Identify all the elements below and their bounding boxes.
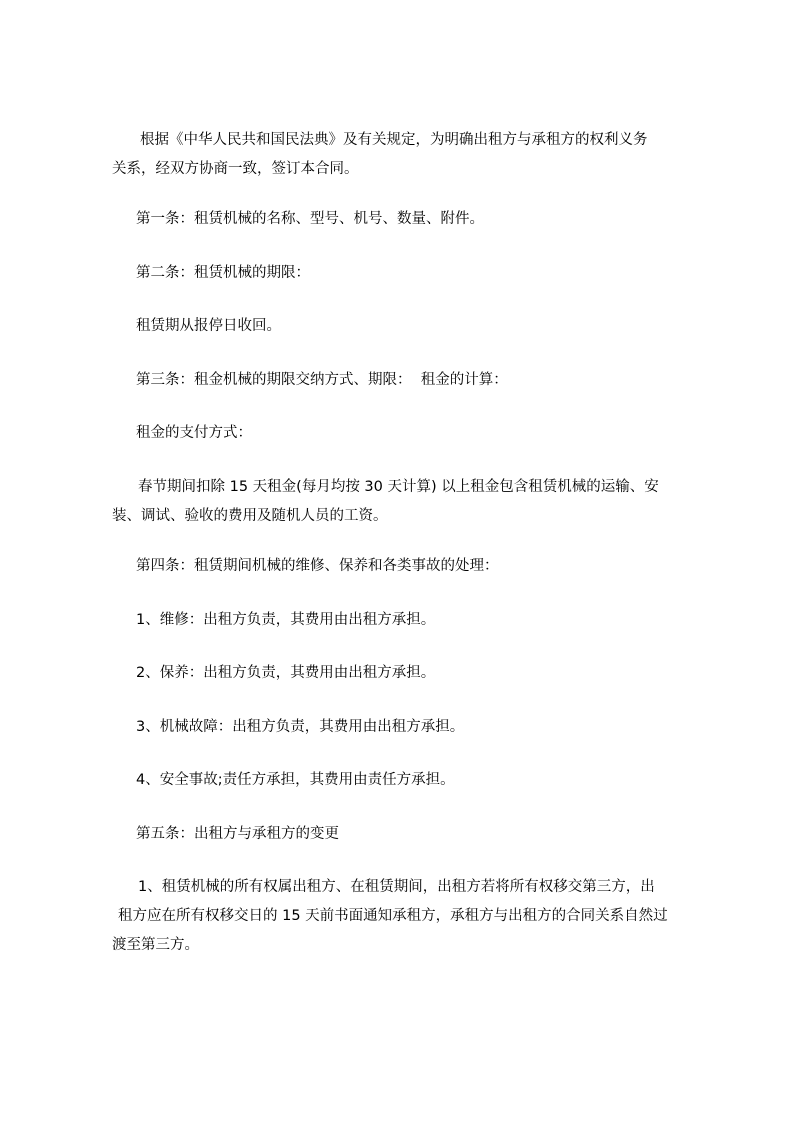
article-5-text: 第五条：出租方与承租方的变更	[136, 826, 339, 842]
item-4-3-text: 3、机械故障：出租方负责，其费用由出租方承担。	[136, 719, 465, 735]
article-4-paragraph	[112, 552, 712, 581]
article-3-paragraph	[112, 366, 712, 395]
item-5-1-line-1: 1、租赁机械的所有权属出租方、在租赁期间，出租方若将所有权移交第三方，出	[138, 879, 655, 895]
lease-period-text: 租赁期从报停日收回。	[136, 318, 281, 334]
lease-period-paragraph	[112, 312, 712, 341]
article-3-text: 第三条：租金机械的期限交纳方式、期限： 租金的计算：	[136, 372, 508, 388]
article-1-text: 第一条：租赁机械的名称、型号、机号、数量、附件。	[136, 211, 484, 227]
article-2-text: 第二条：租赁机械的期限：	[136, 265, 310, 281]
article-4-text: 第四条：租赁期间机械的维修、保养和各类事故的处理：	[136, 558, 499, 574]
payment-method-paragraph	[112, 419, 712, 448]
item-4-4-paragraph	[112, 766, 712, 795]
item-4-3-paragraph	[112, 713, 712, 742]
article-1-paragraph	[112, 205, 712, 234]
item-4-1-text: 1、维修：出租方负责，其费用由出租方承担。	[136, 612, 436, 628]
article-5-paragraph	[112, 820, 712, 849]
spring-festival-paragraph	[112, 473, 712, 531]
item-4-2-paragraph	[112, 659, 712, 688]
item-4-4-text: 4、安全事故;责任方承担，其费用由责任方承担。	[136, 772, 455, 788]
spring-festival-line-2: 装、调试、验收的费用及随机人员的工资。	[112, 508, 388, 524]
payment-method-text: 租金的支付方式：	[136, 425, 252, 441]
item-4-2-text: 2、保养：出租方负责，其费用由出租方承担。	[136, 665, 436, 681]
item-5-1-paragraph	[112, 873, 712, 960]
preamble-paragraph	[112, 126, 712, 184]
spring-festival-line-1: 春节期间扣除 15 天租金(每月均按 30 天计算) 以上租金包含租赁机械的运输、安	[138, 479, 659, 495]
article-2-paragraph	[112, 259, 712, 288]
preamble-line-2: 关系，经双方协商一致，签订本合同。	[112, 161, 359, 177]
item-5-1-line-3: 渡至第三方。	[112, 937, 199, 953]
item-5-1-line-2: 租方应在所有权移交日的 15 天前书面通知承租方，承租方与出租方的合同关系自然过	[118, 908, 668, 924]
item-4-1-paragraph	[112, 606, 712, 635]
preamble-line-1: 根据《中华人民共和国民法典》及有关规定，为明确出租方与承租方的权利义务	[140, 132, 648, 148]
